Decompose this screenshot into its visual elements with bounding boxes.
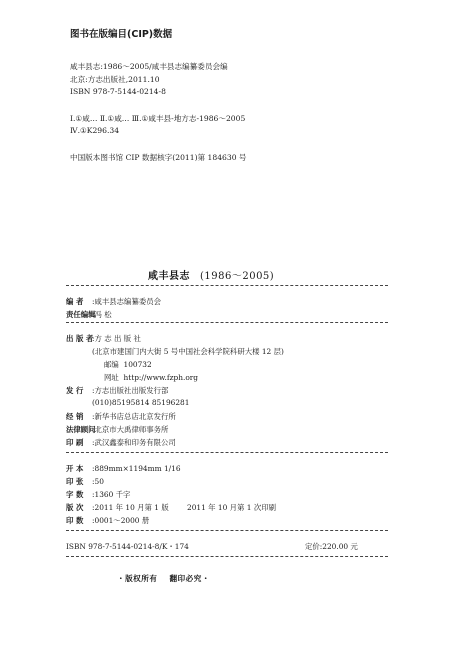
- format-row: [66, 463, 181, 474]
- divider: [66, 322, 388, 323]
- distribution-row: [66, 385, 168, 396]
- divider: [66, 530, 388, 531]
- postcode-value: 100732: [123, 360, 152, 369]
- words-value: :1360 千字: [92, 490, 131, 499]
- dealer-row: [66, 411, 176, 422]
- dealer-value: :新华书店总店北京发行所: [92, 412, 176, 421]
- divider: [66, 452, 388, 453]
- words-row: [66, 489, 130, 500]
- cip-heading: 图书在版编目(CIP)数据: [70, 29, 173, 40]
- distribution-label: 发 行: [66, 386, 84, 395]
- editor-row: [66, 296, 161, 307]
- cip-record-number: 中国版本图书馆 CIP 数据核字(2011)第 184630 号: [70, 153, 247, 162]
- cip-classification-code: Ⅳ.①K296.34: [70, 126, 120, 135]
- legal-label: 法律顾问: [66, 425, 96, 434]
- publisher-phone: (010)85195814 85196281: [92, 398, 190, 407]
- legal-row: [66, 424, 168, 435]
- isbn-code: ISBN 978-7-5144-0214-8/K・174: [66, 542, 189, 551]
- edition-row: [66, 502, 169, 513]
- printer-label: 印 刷: [66, 438, 84, 447]
- book-title-name: 咸丰县志: [148, 271, 190, 282]
- cip-isbn-line: ISBN 978-7-5144-0214-8: [70, 87, 166, 96]
- publisher-label: 出 版 者: [66, 334, 94, 343]
- editor-label: 编 者: [66, 297, 84, 306]
- cip-publisher-line: 北京:方志出版社,2011.10: [70, 75, 160, 84]
- sheets-label: 印 张: [66, 477, 84, 486]
- website-value: http://www.fzph.org: [123, 373, 199, 382]
- website-row: [104, 372, 198, 383]
- copyright-notice: [117, 573, 222, 584]
- printer-value: :武汉鑫泰和印务有限公司: [92, 438, 176, 447]
- edition-value: :2011 年 10 月第 1 版: [92, 503, 169, 512]
- isbn-row: [66, 541, 189, 552]
- responsible-editor-value: :冯 松: [92, 310, 112, 319]
- book-title-years: (1986～2005): [200, 271, 275, 282]
- edition-label: 版 次: [66, 503, 84, 512]
- distribution-value: :方志出版社出版发行部: [92, 386, 169, 395]
- sheets-value: :50: [92, 477, 104, 486]
- book-title: [148, 267, 274, 282]
- no-reprint: 翻印必究・: [169, 574, 210, 583]
- website-label: 网址: [104, 373, 119, 382]
- divider: [66, 556, 388, 557]
- publisher-address: (北京市建国门内大街 5 号中国社会科学院科研大楼 12 层): [92, 347, 284, 356]
- rights-reserved: ・版权所有: [117, 574, 158, 583]
- divider: [66, 285, 388, 286]
- postcode-row: [104, 359, 152, 370]
- responsible-editor-row: [66, 309, 112, 320]
- printing-value: 2011 年 10 月第 1 次印刷: [187, 503, 277, 512]
- publisher-name: :方 志 出 版 社: [92, 334, 141, 343]
- print-run-label: 印 数: [66, 516, 84, 525]
- cip-title-line: 咸丰县志:1986～2005/咸丰县志编纂委员会编: [70, 62, 228, 71]
- price: 定价:220.00 元: [305, 542, 358, 551]
- sheets-row: [66, 476, 104, 487]
- publisher-row: [66, 333, 141, 344]
- printer-row: [66, 437, 176, 448]
- responsible-editor-label: 责任编辑: [66, 310, 96, 319]
- legal-value: :北京市大禹律师事务所: [92, 425, 169, 434]
- postcode-label: 邮编: [104, 360, 119, 369]
- print-run-row: [66, 515, 149, 526]
- format-label: 开 本: [66, 464, 84, 473]
- words-label: 字 数: [66, 490, 84, 499]
- format-value: :889mm×1194mm 1/16: [92, 464, 181, 473]
- dealer-label: 经 销: [66, 412, 84, 421]
- cip-classification-line: Ⅰ.①咸… Ⅱ.①咸… Ⅲ.①咸丰县-地方志-1986～2005: [70, 114, 246, 123]
- editor-value: :咸丰县志编纂委员会: [92, 297, 162, 306]
- print-run-value: :0001～2000 册: [92, 516, 150, 525]
